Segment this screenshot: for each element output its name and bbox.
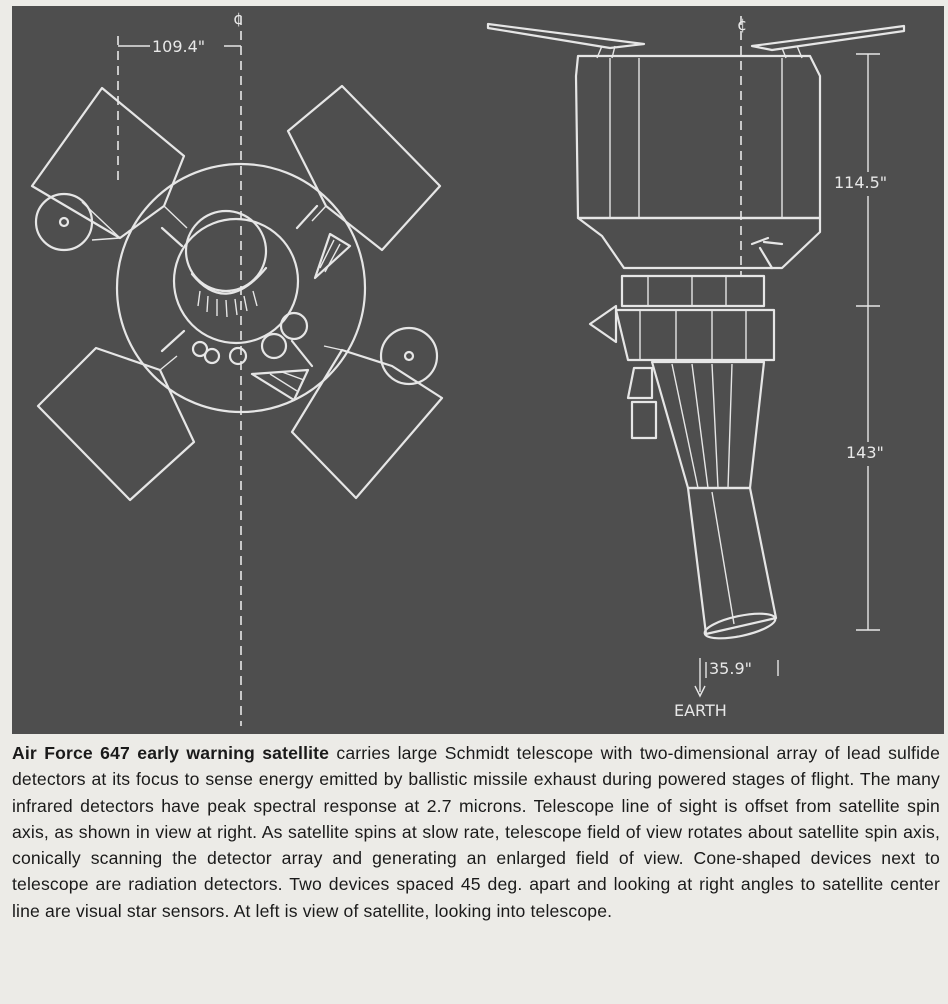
side-centerline-mark: ¢	[737, 15, 748, 34]
telescope-aperture	[186, 211, 266, 291]
solar-panel-lower-right	[292, 350, 442, 498]
tube-dim-label: 35.9"	[709, 659, 752, 678]
solar-panel-upper-left	[32, 88, 184, 238]
upper-body	[576, 56, 820, 218]
figure-caption	[12, 740, 940, 924]
side-step-2	[632, 402, 656, 438]
radiation-detector-top	[315, 234, 350, 278]
side-step-1	[628, 368, 652, 398]
front-view	[32, 9, 442, 726]
width-dim-label: 109.4"	[152, 37, 206, 56]
telescope-ribs	[198, 291, 257, 317]
star-sensor-left	[36, 194, 92, 250]
side-panel-right	[752, 26, 904, 50]
side-radiation-detector	[590, 306, 616, 342]
star-sensor-side	[752, 238, 782, 268]
upper-height-label: 114.5"	[834, 173, 888, 192]
telescope-barrel	[652, 362, 764, 488]
upper-taper	[578, 218, 820, 268]
side-panel-left	[488, 24, 644, 48]
sensor-circle-1	[281, 313, 307, 339]
sensor-circle-5	[205, 349, 219, 363]
equipment-ring-upper	[622, 276, 764, 306]
lower-height-label: 143"	[846, 443, 884, 462]
satellite-drawing	[12, 6, 944, 734]
earth-label: EARTH	[674, 701, 727, 720]
side-view	[488, 15, 904, 720]
radiation-detector-bottom	[252, 370, 308, 400]
front-centerline-mark: ¢	[233, 9, 244, 28]
solar-panel-lower-left	[38, 348, 194, 500]
telescope-baffle	[192, 268, 266, 294]
caption-title: Air Force 647 early warning satellite	[12, 743, 330, 763]
sensor-circle-2	[262, 334, 286, 358]
body-inner-ring	[174, 219, 298, 343]
sensor-circle-3	[230, 348, 246, 364]
solar-panel-upper-right	[288, 86, 440, 250]
caption-body: carries large Schmidt telescope with two-dimensional array of lead sulfide detectors at its focus to sense energy emitted by ballistic missile exhaust during powered stages of flight. The many infrared detectors have peak spectral response at 2.7 microns. Telescope line of sight is offset from satellite spin axis, as shown in view at right. As satellite spins at slow rate, telescope field of view rotates about satellite spin axis, conically scanning the detector array and generating an enlarged field of view. Cone-shaped devices next to telescope are radiation detectors. Two devices spaced 45 deg. apart and looking at right angles to satellite center line are visual star sensors. At left is view of satellite, looking into telescope.	[12, 743, 940, 921]
